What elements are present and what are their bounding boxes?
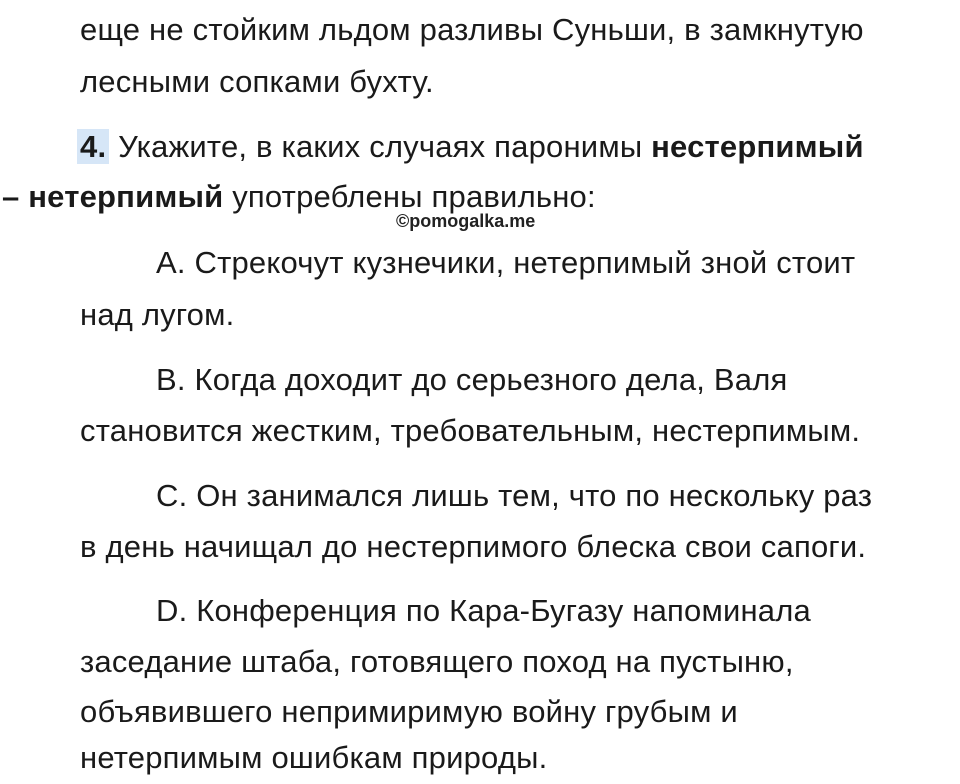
question-line-1 xyxy=(77,127,864,167)
option-a-line-1: А. Стрекочут кузнечики, нетерпимый зной стоит xyxy=(156,245,856,280)
option-a-line-2: над лугом. xyxy=(80,297,235,332)
intro-line-1: еще не стойким льдом разливы Суньши, в замкнутую xyxy=(80,12,864,47)
option-d-line-3: объявившего непримиримую войну грубым и xyxy=(80,694,738,729)
option-c-line-1: С. Он занимался лишь тем, что по нескольку раз xyxy=(156,478,873,513)
option-b-line-1: В. Когда доходит до серьезного дела, Валя xyxy=(156,362,788,397)
question-text: Укажите, в каких случаях паронимы xyxy=(109,129,652,164)
intro-line-2: лесными сопками бухту. xyxy=(80,64,434,99)
paronym-term-1: нестерпимый xyxy=(651,129,864,164)
option-b-line-2: становится жестким, требовательным, нестерпимым. xyxy=(80,413,861,448)
question-number: 4. xyxy=(77,129,109,164)
watermark: ©pomogalka.me xyxy=(396,211,536,231)
option-c-line-2: в день начищал до нестерпимого блеска свои сапоги. xyxy=(80,529,867,564)
paronym-term-2: – нетерпимый xyxy=(2,179,224,214)
option-d-line-4: нетерпимым ошибкам природы. xyxy=(80,740,548,775)
question-text-end: употреблены правильно: xyxy=(223,179,596,214)
option-d-line-2: заседание штаба, готовящего поход на пустыню, xyxy=(80,644,794,679)
option-d-line-1: D. Конференция по Кара-Бугазу напоминала xyxy=(156,593,811,628)
